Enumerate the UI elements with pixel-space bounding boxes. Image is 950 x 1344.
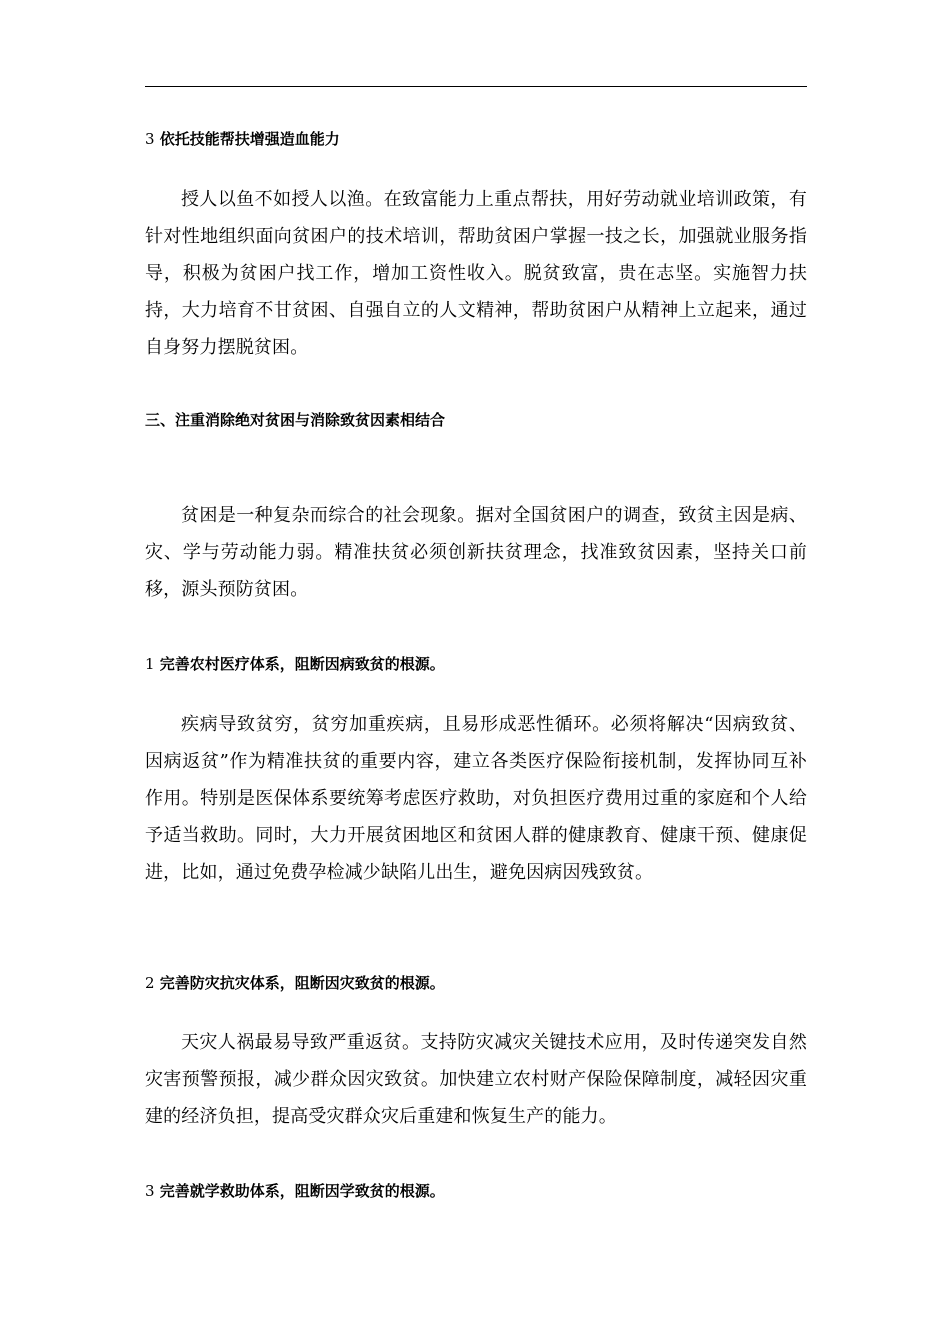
paragraph-disaster: 天灾人祸最易导致严重返贫。支持防灾减灾关键技术应用，及时传递突发自然灾害预警预报，减少群众因灾致贫。加快建立农村财产保险保障制度，减轻因灾重建的经济负担，提高受灾群众灾后重建和恢复生产的能力。 [145, 1032, 807, 1127]
section-heading-three [145, 410, 445, 430]
paragraph-medical: 疾病导致贫穷，贫穷加重疾病，且易形成恶性循环。必须将解决“因病致贫、因病返贫”作为精准扶贫的重要内容，建立各类医疗保险衔接机制，发挥协同互补作用。特别是医保体系要统筹考虑医疗救助，对负担医疗费用过重的家庭和个人给予适当救助。同时，大力开展贫困地区和贫困人群的健康教育、健康干预、健康促进，比如，通过免费孕检减少缺陷儿出生，避免因病因残致贫。 [145, 714, 807, 883]
section-heading-3-skills [145, 129, 340, 149]
heading-number: 1 [145, 655, 155, 673]
heading-number: 3 [145, 130, 155, 148]
section-heading-3-education [145, 1181, 445, 1201]
heading-title: 完善防灾抗灾体系，阻断因灾致贫的根源。 [159, 974, 445, 992]
heading-title: 依托技能帮扶增强造血能力 [159, 130, 340, 148]
heading-title: 完善农村医疗体系，阻断因病致贫的根源。 [159, 655, 445, 673]
heading-number: 3 [145, 1182, 155, 1200]
heading-number: 2 [145, 974, 155, 992]
heading-title: 三、注重消除绝对贫困与消除致贫因素相结合 [145, 411, 446, 429]
section-heading-2-disaster [145, 973, 445, 993]
header-rule [145, 86, 807, 87]
paragraph-poverty-causes: 贫困是一种复杂而综合的社会现象。据对全国贫困户的调查，致贫主因是病、灾、学与劳动能力弱。精准扶贫必须创新扶贫理念，找准致贫因素，坚持关口前移，源头预防贫困。 [145, 505, 807, 600]
paragraph-skills: 授人以鱼不如授人以渔。在致富能力上重点帮扶，用好劳动就业培训政策，有针对性地组织面向贫困户的技术培训，帮助贫困户掌握一技之长，加强就业服务指导，积极为贫困户找工作，增加工资性收入。脱贫致富，贵在志坚。实施智力扶持，大力培育不甘贫困、自强自立的人文精神，帮助贫困户从精神上立起来，通过自身努力摆脱贫困。 [145, 189, 807, 358]
heading-title: 完善就学救助体系，阻断因学致贫的根源。 [159, 1182, 445, 1200]
section-heading-1-medical [145, 654, 445, 674]
